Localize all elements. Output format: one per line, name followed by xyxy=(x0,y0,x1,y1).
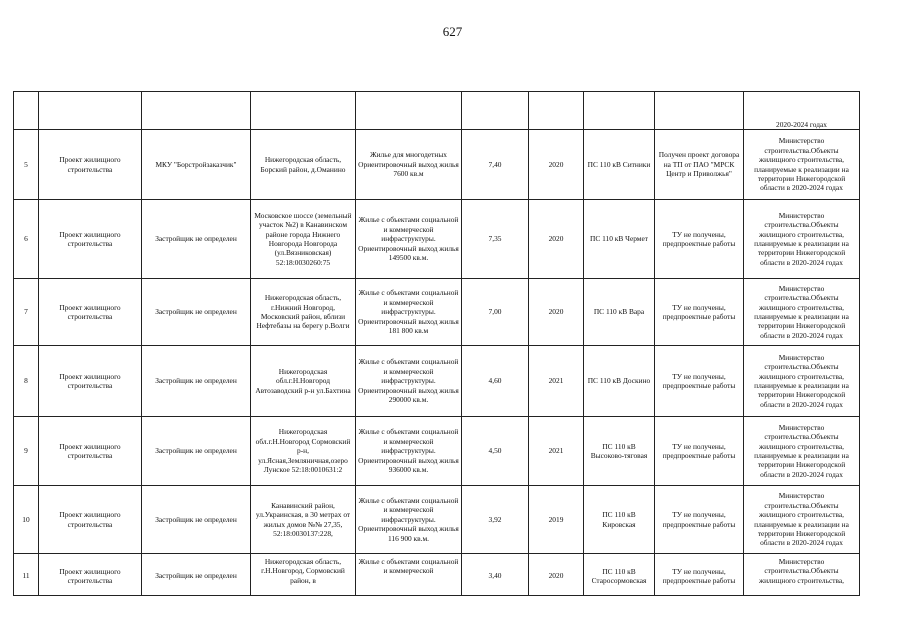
project-type-cell: Проект жилищного строительства xyxy=(39,554,142,596)
year-cell: 2021 xyxy=(529,346,584,417)
note-cell: Министерство строительства.Объекты жилищного строительства, планируемые к реализации на территории Нижегородской области в 2020-2024 годах xyxy=(744,279,860,346)
project-type-cell: Проект жилищного строительства xyxy=(39,279,142,346)
purpose-cell: Жилье с объектами социальной и коммерческой инфраструктуры. Ориентировочный выход жилья 181 800 кв.м xyxy=(356,279,462,346)
year-cell: 2020 xyxy=(529,279,584,346)
note-cell: Министерство строительства.Объекты жилищного строительства, планируемые к реализации на территории Нижегородской области в 2020-2024 годах xyxy=(744,417,860,486)
table-row xyxy=(14,554,860,596)
location-cell: Нижегородская обл.г.Н.Новгород Автозаводский р-н ул.Бахтина xyxy=(251,346,356,417)
power-cell: 3,92 xyxy=(462,486,529,554)
substation-cell: ПС 110 кВ Старосормовская xyxy=(584,554,655,596)
purpose-cell: Жилье с объектами социальной и коммерческой xyxy=(356,554,462,596)
developer-cell: Застройщик не определен xyxy=(142,554,251,596)
project-type-cell: Проект жилищного строительства xyxy=(39,346,142,417)
note-cell: Министерство строительства.Объекты жилищного строительства, планируемые к реализации на территории Нижегородской области в 2020-2024 годах xyxy=(744,346,860,417)
row-number-cell: 7 xyxy=(14,279,39,346)
status-cell: ТУ не получены, предпроектные работы xyxy=(655,200,744,279)
register-table xyxy=(13,91,860,596)
row-number-cell: 10 xyxy=(14,486,39,554)
year-cell: 2020 xyxy=(529,130,584,200)
row-number-cell: 8 xyxy=(14,346,39,417)
power-cell: 7,40 xyxy=(462,130,529,200)
row-number-cell: 6 xyxy=(14,200,39,279)
status-cell: ТУ не получены, предпроектные работы xyxy=(655,279,744,346)
developer-cell: Застройщик не определен xyxy=(142,417,251,486)
purpose-cell: Жилье с объектами социальной и коммерческой инфраструктуры. Ориентировочный выход жилья 149500 кв.м. xyxy=(356,200,462,279)
table-row xyxy=(14,279,860,346)
substation-cell: ПС 110 кВ Доскино xyxy=(584,346,655,417)
status-cell: ТУ не получены, предпроектные работы xyxy=(655,417,744,486)
purpose-cell: Жилье с объектами социальной и коммерческой инфраструктуры. Ориентировочный выход жилья 936000 кв.м. xyxy=(356,417,462,486)
developer-cell: Застройщик не определен xyxy=(142,279,251,346)
power-cell: 7,00 xyxy=(462,279,529,346)
project-type-cell: Проект жилищного строительства xyxy=(39,417,142,486)
row-number-cell: 5 xyxy=(14,130,39,200)
location-cell: Нижегородская область, Борский район, д.Оманино xyxy=(251,130,356,200)
note-cell: 2020-2024 годах xyxy=(744,92,860,130)
location-cell: Нижегородская обл.г.Н.Новгород Сормовский р-н, ул.Ясная,Земляничная,озеро Лунское 52:18:0010631:2 xyxy=(251,417,356,486)
row-number-cell: 11 xyxy=(14,554,39,596)
note-cell: Министерство строительства.Объекты жилищного строительства, xyxy=(744,554,860,596)
year-cell: 2019 xyxy=(529,486,584,554)
table-row xyxy=(14,130,860,200)
year-cell: 2021 xyxy=(529,417,584,486)
substation-cell: ПС 110 кВ Кировская xyxy=(584,486,655,554)
substation-cell: ПС 110 кВ Чермет xyxy=(584,200,655,279)
year-cell: 2020 xyxy=(529,554,584,596)
power-cell: 4,60 xyxy=(462,346,529,417)
purpose-cell: Жилье для многодетных Ориентировочный выход жилья 7600 кв.м xyxy=(356,130,462,200)
project-type-cell: Проект жилищного строительства xyxy=(39,486,142,554)
purpose-cell: Жилье с объектами социальной и коммерческой инфраструктуры. Ориентировочный выход жилья 116 900 кв.м. xyxy=(356,486,462,554)
power-cell: 3,40 xyxy=(462,554,529,596)
developer-cell: МКУ "Борстройзаказчик" xyxy=(142,130,251,200)
developer-cell: Застройщик не определен xyxy=(142,346,251,417)
table-row xyxy=(14,200,860,279)
status-cell: ТУ не получены, предпроектные работы xyxy=(655,346,744,417)
purpose-cell: Жилье с объектами социальной и коммерческой инфраструктуры. Ориентировочный выход жилья 290000 кв.м. xyxy=(356,346,462,417)
substation-cell: ПС 110 кВ Ситники xyxy=(584,130,655,200)
table-row xyxy=(14,417,860,486)
status-cell: ТУ не получены, предпроектные работы xyxy=(655,486,744,554)
developer-cell: Застройщик не определен xyxy=(142,486,251,554)
substation-cell: ПС 110 кВ Высоково-тяговая xyxy=(584,417,655,486)
power-cell: 4,50 xyxy=(462,417,529,486)
note-cell: Министерство строительства.Объекты жилищного строительства, планируемые к реализации на территории Нижегородской области в 2020-2024 годах xyxy=(744,486,860,554)
note-cell: Министерство строительства.Объекты жилищного строительства, планируемые к реализации на территории Нижегородской области в 2020-2024 годах xyxy=(744,130,860,200)
note-cell: Министерство строительства.Объекты жилищного строительства, планируемые к реализации на территории Нижегородской области в 2020-2024 годах xyxy=(744,200,860,279)
row-number-cell: 9 xyxy=(14,417,39,486)
project-type-cell: Проект жилищного строительства xyxy=(39,130,142,200)
page-number: 627 xyxy=(442,24,463,39)
project-type-cell: Проект жилищного строительства xyxy=(39,200,142,279)
year-cell: 2020 xyxy=(529,200,584,279)
location-cell: Канавинский район, ул.Украинская, в 30 метрах от жилых домов №№ 27,35, 52:18:0030137:228, xyxy=(251,486,356,554)
location-cell: Нижегородская область, г.Н.Новгород, Сормовский район, в xyxy=(251,554,356,596)
table-row xyxy=(14,486,860,554)
developer-cell: Застройщик не определен xyxy=(142,200,251,279)
table-row xyxy=(14,346,860,417)
status-cell: ТУ не получены, предпроектные работы xyxy=(655,554,744,596)
table-row-partial xyxy=(14,92,860,130)
status-cell: Получен проект договора на ТП от ПАО "МРСК Центр и Приволжья" xyxy=(655,130,744,200)
location-cell: Московское шоссе (земельный участок №2) в Канавинском районе города Нижнего Новгорода Новгорода (ул.Вязниковская) 52:18:0030260:75 xyxy=(251,200,356,279)
substation-cell: ПС 110 кВ Вара xyxy=(584,279,655,346)
power-cell: 7,35 xyxy=(462,200,529,279)
location-cell: Нижегородская область, г.Нижний Новгород, Московский район, вблизи Нефтебазы на берегу р.Волги xyxy=(251,279,356,346)
